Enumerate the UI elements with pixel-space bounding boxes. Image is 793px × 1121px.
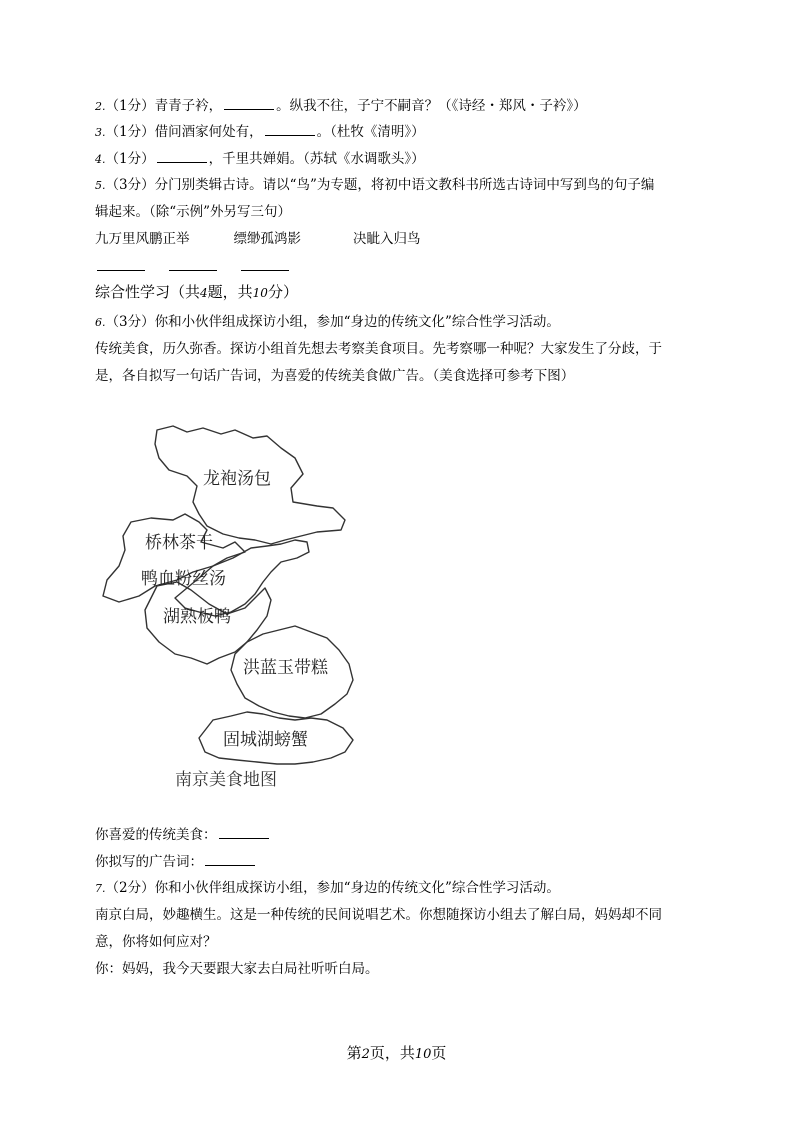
answer-blank[interactable] [224, 95, 274, 110]
question-number: 3. [95, 126, 106, 139]
map-label: 桥林茶干 [145, 533, 213, 553]
question-number: 7. [95, 882, 106, 895]
question-7 [95, 878, 560, 899]
question-number: 4. [95, 153, 106, 166]
question-text: 辑起来。（除“示例”外另写三句） [95, 204, 292, 220]
question-6-continued [95, 366, 574, 386]
question-text: 意，你将如何应对？ [95, 934, 217, 950]
question-number: 6. [95, 316, 106, 329]
question-number: 2. [95, 100, 106, 113]
question-text: （2分）你和小伙伴组成探访小组，参加“身边的传统文化”综合性学习活动。 [105, 880, 560, 896]
question-number: 5. [95, 179, 106, 192]
question-text: （1分） [105, 151, 155, 167]
question-6-continued [95, 339, 662, 359]
map-label: 龙袍汤包 [203, 469, 271, 489]
answer-blank[interactable] [157, 148, 207, 163]
footer-text: 页，共 [369, 1044, 415, 1062]
footer-text: 第 [346, 1044, 362, 1062]
answer-favorite-food [95, 824, 271, 845]
example-item: 九万里风鹏正举 [95, 231, 190, 247]
map-label: 鸭血粉丝汤 [141, 569, 226, 589]
question-7-continued [95, 932, 217, 952]
page-total: 10 [414, 1047, 432, 1062]
question-text: 你：妈妈，我今天要跟大家去白局社听听白局。 [95, 961, 379, 977]
section-title: 综合性学习（共 [95, 283, 201, 301]
answer-blank[interactable] [97, 256, 145, 271]
answer-blank[interactable] [219, 824, 269, 839]
question-5-continued [95, 202, 291, 222]
page-footer [0, 1042, 793, 1063]
question-4 [95, 148, 425, 170]
question-6 [95, 312, 560, 333]
map-label: 湖熟板鸭 [163, 607, 231, 627]
section-heading [95, 282, 298, 303]
question-7-continued [95, 905, 662, 925]
section-title: 题，共 [207, 283, 253, 301]
answer-slogan [95, 851, 257, 872]
answer-blank[interactable] [265, 121, 315, 136]
section-score: 10 [252, 286, 268, 300]
example-item: 缥缈孤鸿影 [233, 231, 301, 247]
question-7-dialogue [95, 959, 379, 979]
question-text: （3分）你和小伙伴组成探访小组，参加“身边的传统文化”综合性学习活动。 [105, 314, 560, 330]
answer-label: 你拟写的广告词： [95, 854, 203, 870]
question-3 [95, 121, 425, 143]
question-text: （3分）分门别类辑古诗。请以“鸟”为专题，将初中语文教科书所选古诗词中写到鸟的句子编 [105, 177, 655, 193]
answer-label: 你喜爱的传统美食： [95, 827, 217, 843]
answer-blank[interactable] [241, 256, 289, 271]
section-count: 4 [200, 286, 208, 300]
example-item: 决眦入归鸟 [353, 231, 421, 247]
map-label: 洪蓝玉带糕 [243, 658, 328, 678]
question-2 [95, 95, 587, 117]
footer-text: 页 [431, 1044, 447, 1062]
question-text: 传统美食，历久弥香。探访小组首先想去考察美食项目。先考察哪一种呢？大家发生了分歧，于 [95, 341, 662, 357]
answer-blank[interactable] [169, 256, 217, 271]
question-text: （1分）青青子衿， [105, 98, 223, 114]
question-5 [95, 175, 654, 196]
page-number: 2 [361, 1047, 370, 1062]
map-label: 固城湖螃蟹 [223, 730, 308, 750]
question-text: （1分）借问酒家何处有， [105, 124, 263, 140]
answer-blank[interactable] [205, 851, 255, 866]
question-text: 。纵我不往，子宁不嗣音？（《诗经・郑风・子衿》） [276, 98, 587, 114]
map-drawing [95, 418, 365, 823]
example-lines [95, 229, 451, 249]
nanjing-food-map [95, 418, 365, 823]
answer-blanks-row [95, 256, 291, 277]
map-caption: 南京美食地图 [175, 770, 277, 790]
question-text: 是，各自拟写一句话广告词，为喜爱的传统美食做广告。（美食选择可参考下图） [95, 368, 575, 384]
question-text: 。（杜牧《清明》） [316, 124, 425, 140]
section-title: 分） [267, 283, 298, 301]
question-text: ，千里共婵娟。（苏轼《水调歌头》） [208, 151, 425, 167]
question-text: 南京白局，妙趣横生。这是一种传统的民间说唱艺术。你想随探访小组去了解白局，妈妈却不同 [95, 907, 662, 923]
